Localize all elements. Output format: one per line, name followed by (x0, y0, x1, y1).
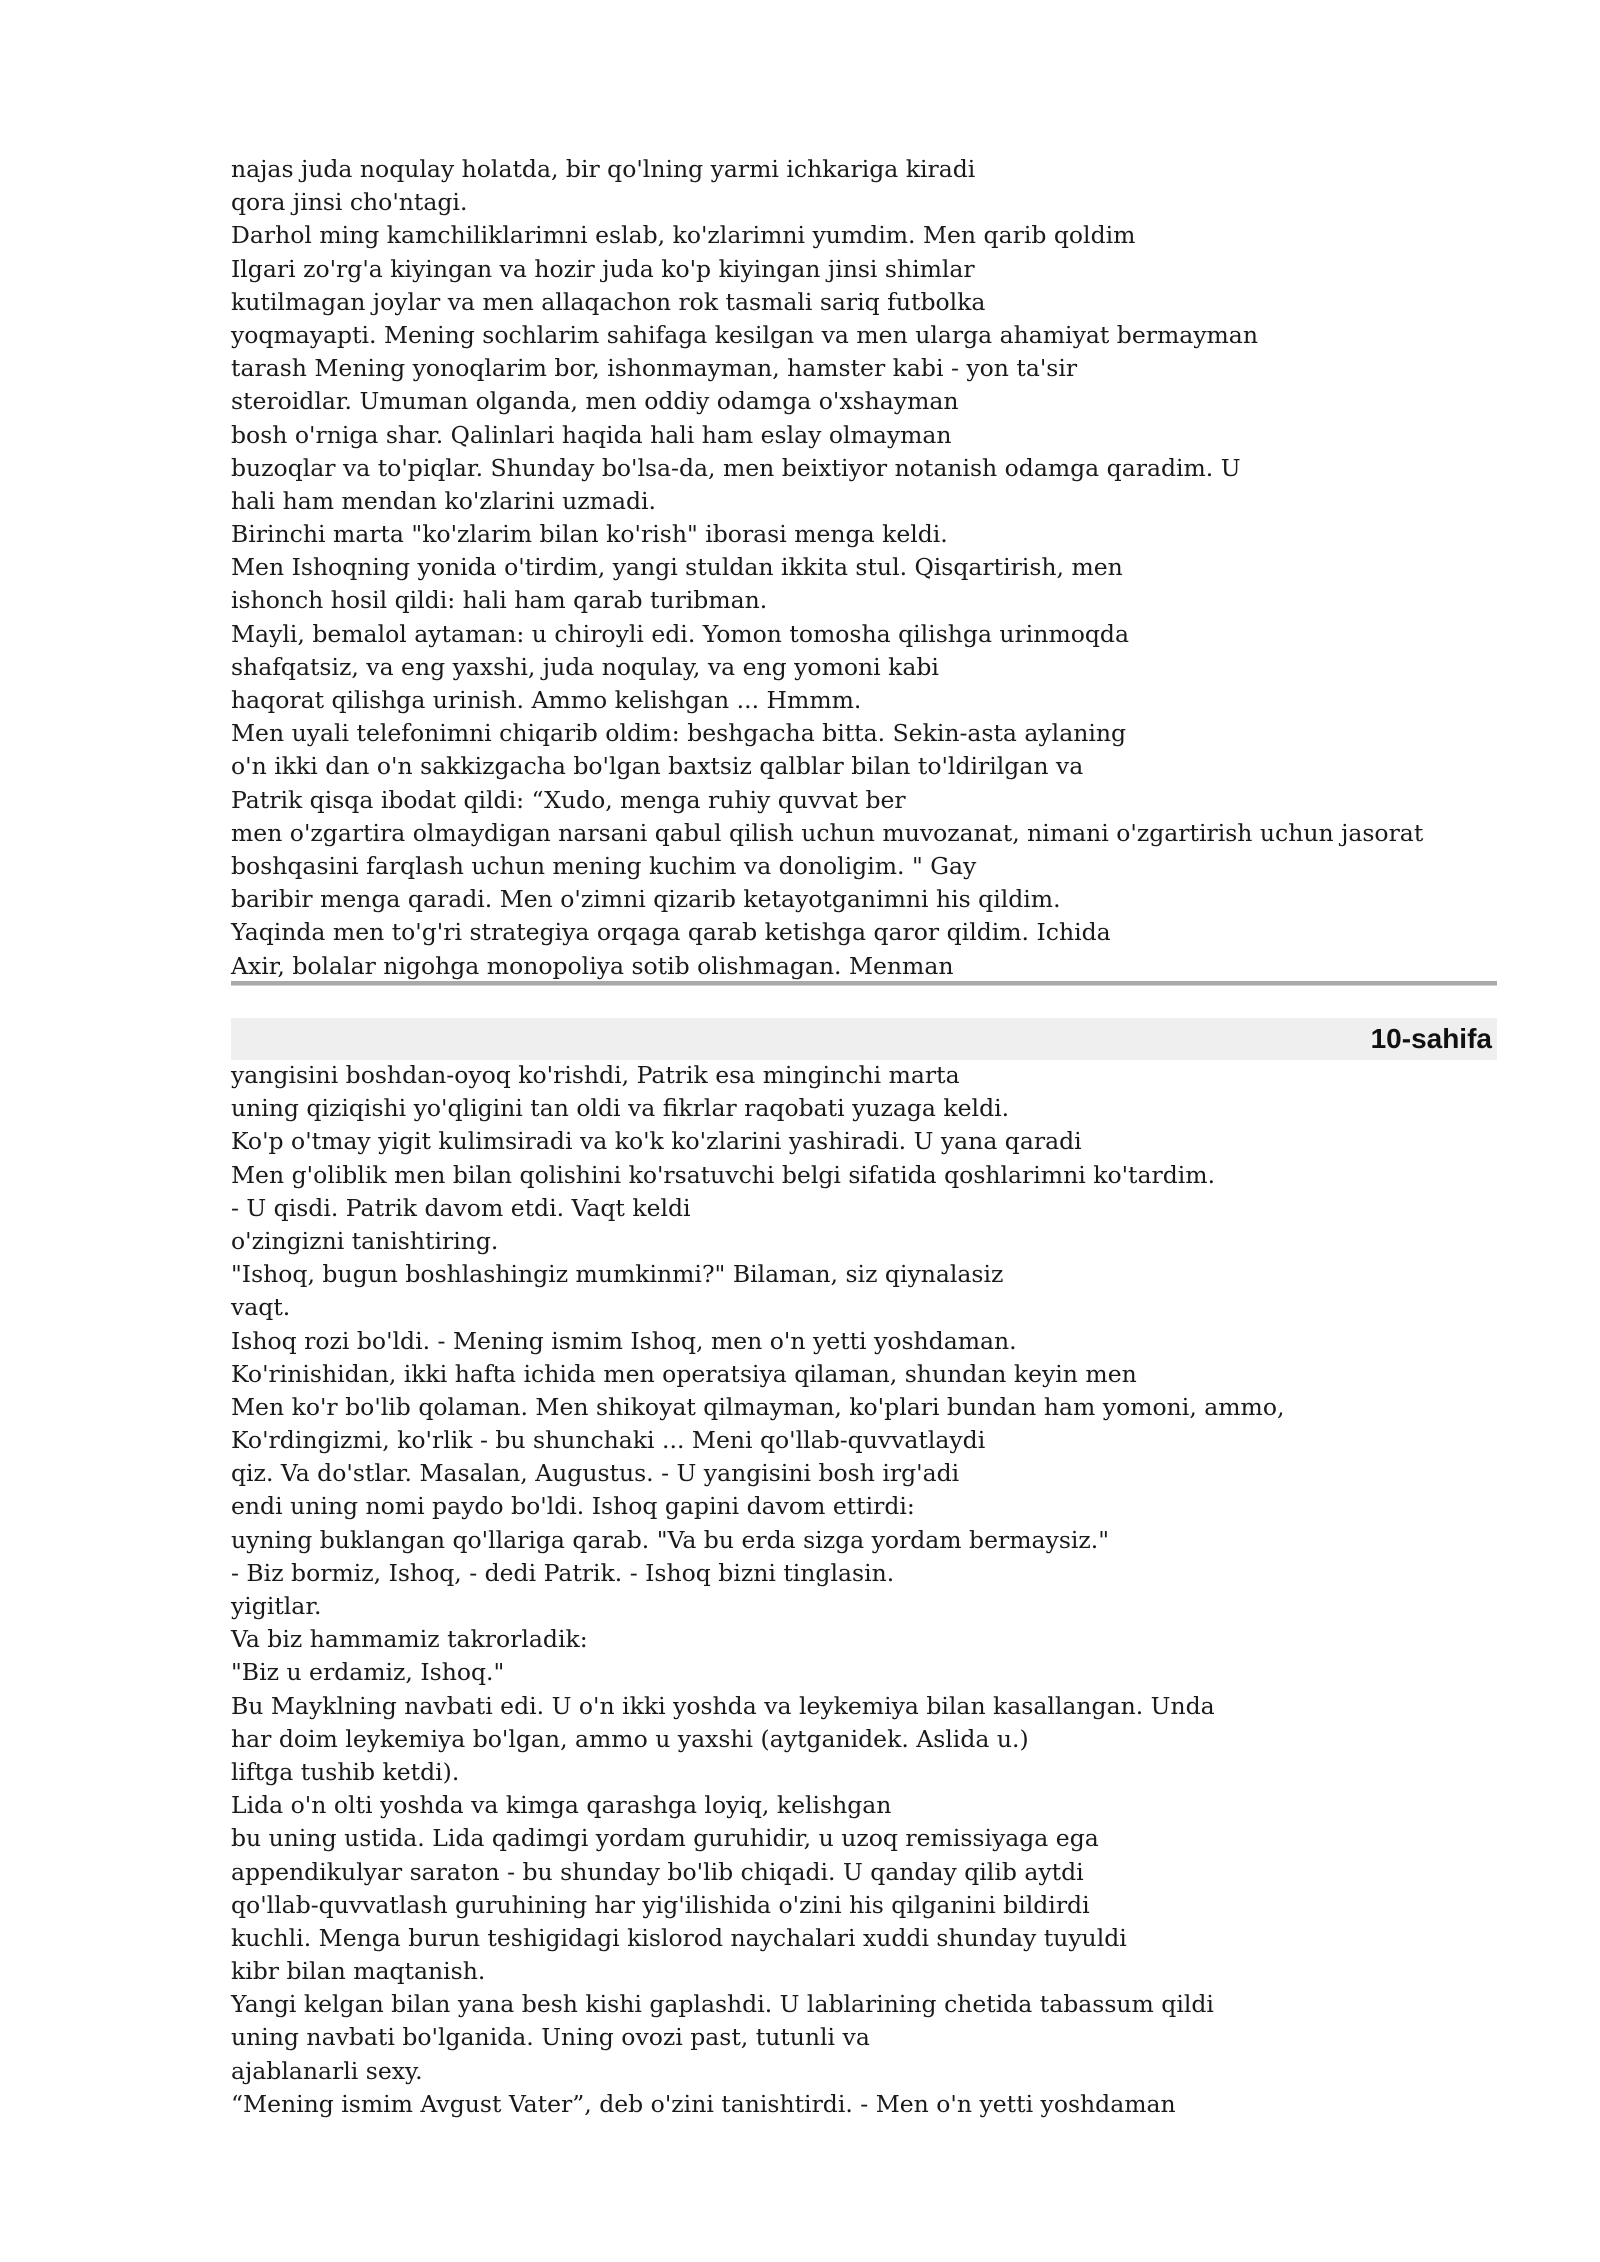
text-line: qiz. Va do'stlar. Masalan, Augustus. - U yangisini bosh irg'adi (231, 1459, 960, 1488)
text-line: Axir, bolalar nigohga monopoliya sotib olishmagan. Menman (231, 951, 954, 980)
page-header-bar (231, 1018, 1497, 1060)
page-separator (231, 981, 1497, 986)
text-line: qo'llab-quvvatlash guruhining har yig'ilishida o'zini his qilganini bildirdi (231, 1890, 1090, 1919)
text-line: uyning buklangan qo'llariga qarab. "Va bu erda sizga yordam bermaysiz." (231, 1525, 1110, 1554)
text-line: Bu Mayklning navbati edi. U o'n ikki yoshda va leykemiya bilan kasallangan. Unda (231, 1691, 1215, 1720)
text-line: ishonch hosil qildi: hali ham qarab turibman. (231, 586, 768, 615)
text-line: Yaqinda men to'g'ri strategiya orqaga qarab ketishga qaror qildim. Ichida (231, 918, 1111, 947)
text-line: Birinchi marta "ko'zlarim bilan ko'rish" iborasi menga keldi. (231, 520, 948, 549)
text-line: o'n ikki dan o'n sakkizgacha bo'lgan baxtsiz qalblar bilan to'ldirilgan va (231, 752, 1084, 781)
page-number-label: 10-sahifa (1370, 1023, 1492, 1054)
text-line: har doim leykemiya bo'lgan, ammo u yaxshi (aytganidek. Aslida u.) (231, 1724, 1029, 1753)
text-line: shafqatsiz, va eng yaxshi, juda noqulay, va eng yomoni kabi (231, 652, 939, 681)
page-text-bottom (231, 1059, 1491, 2121)
text-line: o'zingizni tanishtiring. (231, 1226, 499, 1255)
text-line: liftga tushib ketdi). (231, 1757, 460, 1786)
text-line: - Biz bormiz, Ishoq, - dedi Patrik. - Ishoq bizni tinglasin. (231, 1558, 895, 1587)
text-line: Mayli, bemalol aytaman: u chiroyli edi. Yomon tomosha qilishga urinmoqda (231, 619, 1129, 648)
text-line: buzoqlar va to'piqlar. Shunday bo'lsa-da, men beixtiyor notanish odamga qaradim. U (231, 453, 1241, 482)
text-line: Men Ishoqning yonida o'tirdim, yangi stuldan ikkita stul. Qisqartirish, men (231, 553, 1123, 582)
text-line: Darhol ming kamchiliklarimni eslab, ko'zlarimni yumdim. Men qarib qoldim (231, 221, 1136, 250)
text-line: endi uning nomi paydo bo'ldi. Ishoq gapini davom ettirdi: (231, 1492, 915, 1521)
text-line: Ishoq rozi bo'ldi. - Mening ismim Ishoq, men o'n yetti yoshdaman. (231, 1326, 1017, 1355)
text-line: baribir menga qaradi. Men o'zimni qizarib ketayotganimni his qildim. (231, 885, 1061, 914)
text-line: kutilmagan joylar va men allaqachon rok tasmali sariq futbolka (231, 287, 986, 316)
text-line: Ko'rinishidan, ikki hafta ichida men operatsiya qilaman, shundan keyin men (231, 1359, 1137, 1388)
text-line: "Ishoq, bugun boshlashingiz mumkinmi?" Bilaman, siz qiynalasiz (231, 1260, 1004, 1289)
text-line: Patrik qisqa ibodat qildi: “Xudo, menga ruhiy quvvat ber (231, 785, 906, 814)
text-line: Va biz hammamiz takrorladik: (231, 1625, 588, 1654)
text-line: vaqt. (231, 1293, 291, 1322)
text-line: Lida o'n olti yoshda va kimga qarashga loyiq, kelishgan (231, 1791, 892, 1820)
text-line: “Mening ismim Avgust Vater”, deb o'zini tanishtirdi. - Men o'n yetti yoshdaman (231, 2089, 1176, 2118)
text-line: uning navbati bo'lganida. Uning ovozi past, tutunli va (231, 2023, 870, 2052)
text-line: "Biz u erdamiz, Ishoq." (231, 1658, 505, 1687)
text-line: boshqasini farqlash uchun mening kuchim va donoligim. " Gay (231, 851, 977, 880)
text-line: bosh o'rniga shar. Qalinlari haqida hali ham eslay olmayman (231, 420, 952, 449)
text-line: tarash Mening yonoqlarim bor, ishonmayman, hamster kabi - yon ta'sir (231, 354, 1078, 383)
text-line: haqorat qilishga urinish. Ammo kelishgan ... Hmmm. (231, 686, 862, 714)
text-line: Ko'rdingizmi, ko'rlik - bu shunchaki ... Meni qo'llab-quvvatlaydi (231, 1426, 986, 1455)
text-line: Men uyali telefonimni chiqarib oldim: beshgacha bitta. Sekin-asta aylaning (231, 719, 1127, 748)
text-line: steroidlar. Umuman olganda, men oddiy odamga o'xshayman (231, 387, 959, 416)
text-line: najas juda noqulay holatda, bir qo'lning yarmi ichkariga kiradi (231, 155, 976, 183)
text-line: appendikulyar saraton - bu shunday bo'lib chiqadi. U qanday qilib aytdi (231, 1857, 1084, 1886)
text-line: men o'zgartira olmaydigan narsani qabul qilish uchun muvozanat, nimani o'zgartirish uchun jasorat (231, 818, 1424, 847)
text-line: Men ko'r bo'lib qolaman. Men shikoyat qilmayman, ko'plari bundan ham yomoni, ammo, (231, 1392, 1285, 1421)
text-line: yigitlar. (231, 1592, 322, 1620)
text-line: - U qisdi. Patrik davom etdi. Vaqt keldi (231, 1193, 691, 1222)
text-line: bu uning ustida. Lida qadimgi yordam guruhidir, u uzoq remissiyaga ega (231, 1824, 1099, 1853)
text-line: Yangi kelgan bilan yana besh kishi gaplashdi. U lablarining chetida tabassum qildi (231, 1990, 1214, 2019)
page-text-top (231, 153, 1491, 983)
text-line: yoqmayapti. Mening sochlarim sahifaga kesilgan va men ularga ahamiyat bermayman (231, 320, 1258, 349)
text-line: kuchli. Menga burun teshigidagi kislorod naychalari xuddi shunday tuyuldi (231, 1923, 1127, 1952)
text-line: yangisini boshdan-oyoq ko'rishdi, Patrik esa minginchi marta (231, 1061, 960, 1089)
text-line: Ko'p o'tmay yigit kulimsiradi va ko'k ko'zlarini yashiradi. U yana qaradi (231, 1127, 1082, 1156)
text-line: uning qiziqishi yo'qligini tan oldi va fikrlar raqobati yuzaga keldi. (231, 1094, 1010, 1123)
text-line: hali ham mendan ko'zlarini uzmadi. (231, 486, 656, 515)
text-line: kibr bilan maqtanish. (231, 1957, 486, 1986)
text-line: Men g'oliblik men bilan qolishini ko'rsatuvchi belgi sifatida qoshlarimni ko'tardim. (231, 1160, 1216, 1189)
text-line: Ilgari zo'rg'a kiyingan va hozir juda ko'p kiyingan jinsi shimlar (231, 254, 975, 283)
text-line: ajablanarli sexy. (231, 2056, 423, 2085)
text-line: qora jinsi cho'ntagi. (231, 188, 468, 217)
